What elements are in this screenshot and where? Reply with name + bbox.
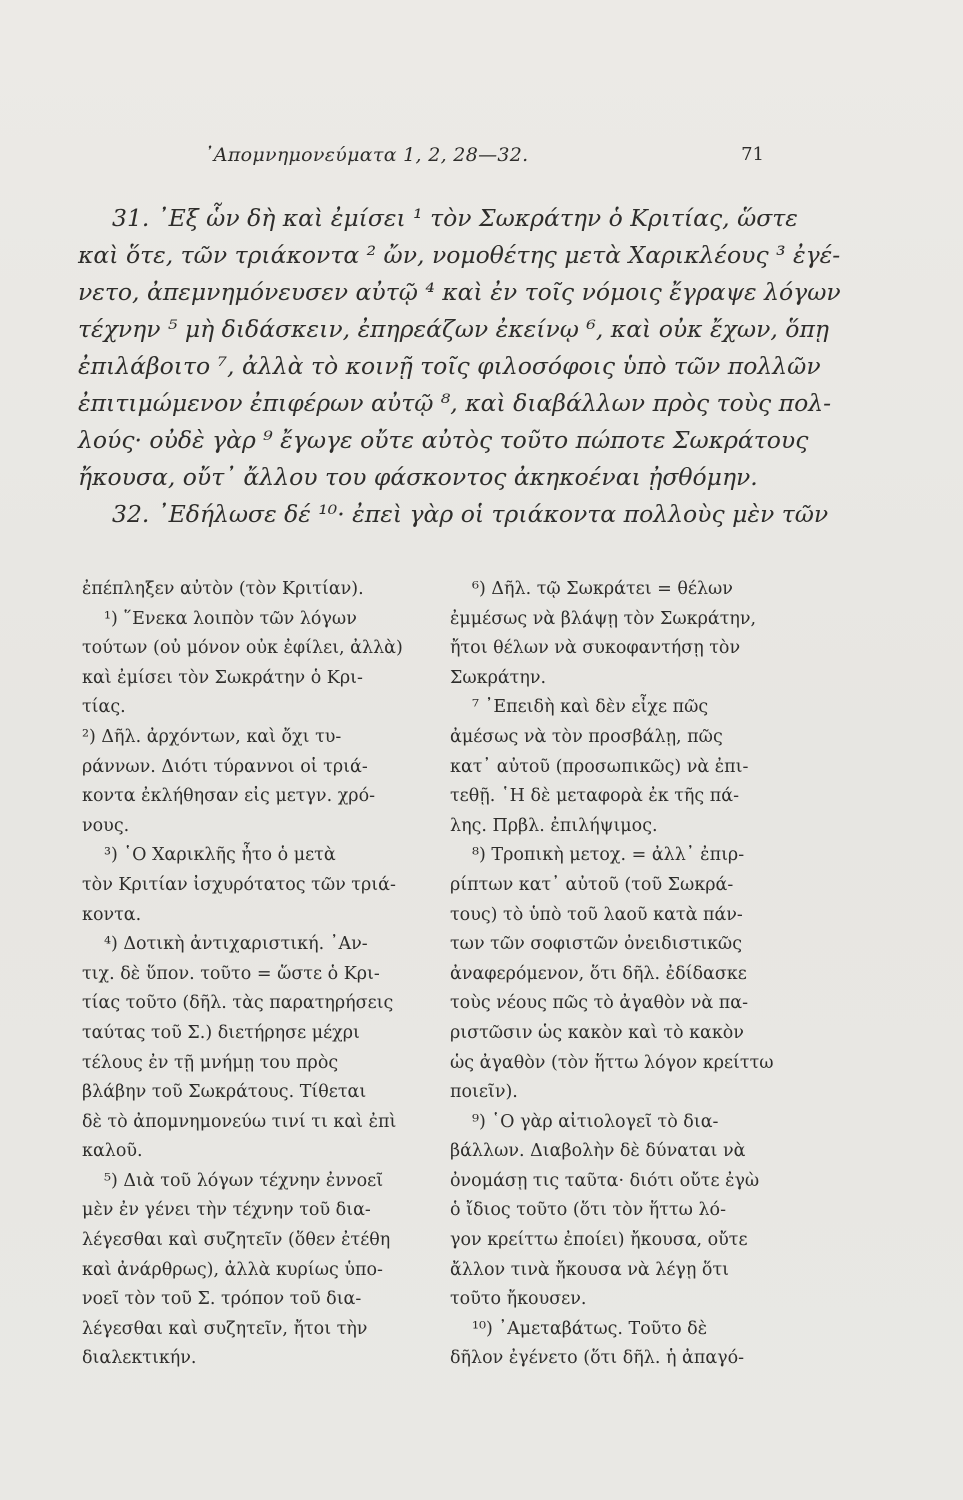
note-line: ἐμμέσως νὰ βλάψῃ τὸν Σωκράτην, [450,608,757,629]
note-line: ἀμέσως νὰ τὸν προσβάλῃ, πῶς [450,726,723,747]
note-line: τοὺς νέους πῶς τὸ ἀγαθὸν νὰ πα- [450,993,748,1014]
text-line: ἐπιλάβοιτο ⁷, ἀλλὰ τὸ κοινῇ τοῖς φιλοσόφοις ὑπὸ τῶν πολλῶν [78,352,821,380]
paragraph-32 [78,496,829,533]
note-line: ὁ ἴδιος τοῦτο (ὅτι τὸν ἥττω λό- [450,1200,727,1221]
note-line: ⁵) Διὰ τοῦ λόγων τέχνην ἐννοεῖ [104,1170,384,1191]
note-line: ταύτας τοῦ Σ.) διετήρησε μέχρι [82,1022,360,1043]
footnotes-left-column [82,575,403,1374]
main-greek-text [78,200,841,533]
note-line: καὶ ἀνάρθρως), ἀλλὰ κυρίως ὑπο- [82,1259,383,1280]
text-line: 31. ᾿Εξ ὧν δὴ καὶ ἐμίσει ¹ τὸν Σωκράτην ὁ Κριτίας, ὥστε [112,204,798,232]
footnotes-right-column [450,575,774,1374]
note-line: τεθῇ. ῾Η δὲ μεταφορὰ ἐκ τῆς πά- [450,786,740,807]
text-line: ἤκουσα, οὔτ᾿ ἄλλου του φάσκοντος ἀκηκοέναι ᾐσθόμην. [78,463,758,491]
note-line: ⁴) Δοτικὴ ἀντιχαριστική. ᾿Αν- [104,934,368,955]
note-line: καὶ ἐμίσει τὸν Σωκράτην ὁ Κρι- [82,667,363,688]
note-line: τούτων (οὐ μόνον οὐκ ἐφίλει, ἀλλὰ) [82,638,403,659]
note-line: ⁶) Δῆλ. τῷ Σωκράτει = θέλων [472,579,733,599]
running-title: ᾿Απομνημονεύματα 1, 2, 28—32. [204,144,529,166]
note-line: ποιεῖν). [450,1082,518,1103]
note-line: ¹) ῞Ενεκα λοιπὸν τῶν λόγων [104,608,357,629]
note-line: λέγεσθαι καὶ συζητεῖν (ὅθεν ἐτέθη [82,1230,391,1251]
note-line: κατ᾿ αὐτοῦ (προσωπικῶς) νὰ ἐπι- [450,756,749,777]
note-line: ἀναφερόμενον, ὅτι δῆλ. ἐδίδασκε [450,963,747,984]
note-line: ¹⁰) ᾿Αμεταβάτως. Τοῦτο δὲ [472,1318,708,1339]
note-line: νους. [82,815,130,836]
note-line: τίας τοῦτο (δῆλ. τὰς παρατηρήσεις [82,993,394,1014]
text-line: 32. ᾿Εδήλωσε δέ ¹⁰· ἐπεὶ γὰρ οἱ τριάκοντα πολλοὺς μὲν τῶν [112,500,829,528]
note-line: ⁷ ᾿Επειδὴ καὶ δὲν εἶχε πῶς [472,697,709,718]
note-line: λης. Πρβλ. ἐπιλήψιμος. [450,815,658,836]
text-line: λούς· οὐδὲ γὰρ ⁹ ἔγωγε οὔτε αὐτὸς τοῦτο πώποτε Σωκράτους [78,426,809,454]
note-line: μὲν ἐν γένει τὴν τέχνην τοῦ δια- [82,1200,371,1221]
note-line: Σωκράτην. [450,667,547,688]
text-line: νετο, ἀπεμνημόνευσεν αὐτῷ ⁴ καὶ ἐν τοῖς νόμοις ἔγραψε λόγων [78,278,841,306]
note-line: κοντα. [82,904,142,925]
note-line: τιχ. δὲ ὕπον. τοῦτο = ὥστε ὁ Κρι- [82,963,380,984]
note-line: ³) ῾Ο Χαρικλῆς ἦτο ὁ μετὰ [104,845,336,866]
note-line: βάλλων. Διαβολὴν δὲ δύναται νὰ [450,1141,746,1162]
note-line: γον κρείττω ἐποίει) ἤκουσα, οὔτε [450,1230,748,1251]
note-line: τοῦτο ἤκουσεν. [450,1289,587,1310]
paragraph-31-continued [78,237,841,496]
text-line: καὶ ὅτε, τῶν τριάκοντα ² ὤν, νομοθέτης μετὰ Χαρικλέους ³ ἐγέ- [78,241,841,269]
note-line: των τῶν σοφιστῶν ὀνειδιστικῶς [450,934,742,955]
note-line: ὀνομάσῃ τις ταῦτα· διότι οὔτε ἐγὼ [450,1170,760,1191]
note-line: ²) Δῆλ. ἀρχόντων, καὶ ὄχι τυ- [82,726,342,747]
note-line: κοντα ἐκλήθησαν εἰς μετγν. χρό- [82,786,376,807]
running-header [204,144,764,174]
note-line: ⁹) ῾Ο γὰρ αἰτιολογεῖ τὸ δια- [472,1111,719,1132]
text-line: ἐπιτιμώμενον ἐπιφέρων αὐτῷ ⁸, καὶ διαβάλλων πρὸς τοὺς πολ- [78,389,832,417]
note-line: τους) τὸ ὑπὸ τοῦ λαοῦ κατὰ πάν- [450,904,743,925]
note-line: ἤτοι θέλων νὰ συκοφαντήσῃ τὸν [450,638,741,659]
text-line: τέχνην ⁵ μὴ διδάσκειν, ἐπηρεάζων ἐκείνῳ ⁶, καὶ οὐκ ἔχων, ὅπῃ [78,315,829,343]
note-line: ρίπτων κατ᾿ αὐτοῦ (τοῦ Σωκρά- [450,874,734,895]
note-line: δὲ τὸ ἀπομνημονεύω τινί τι καὶ ἐπὶ [82,1111,397,1132]
note-line: ριστῶσιν ὡς κακὸν καὶ τὸ κακὸν [450,1022,744,1043]
note-line: ἄλλον τινὰ ἤκουσα νὰ λέγῃ ὅτι [450,1259,729,1280]
note-line: καλοῦ. [82,1141,143,1162]
note-line: ὡς ἀγαθὸν (τὸν ἥττω λόγον κρείττω [450,1052,774,1073]
note-line: ράννων. Διότι τύραννοι οἱ τριά- [82,756,368,777]
note-line: διαλεκτικήν. [82,1348,197,1369]
paragraph-31 [78,200,798,237]
note-line: βλάβην τοῦ Σωκράτους. Τίθεται [82,1082,367,1103]
note-line: τέλους ἐν τῇ μνήμῃ του πρὸς [82,1052,339,1073]
note-line: τὸν Κριτίαν ἰσχυρότατος τῶν τριά- [82,874,396,895]
note-line: λέγεσθαι καὶ συζητεῖν, ἤτοι τὴν [82,1318,368,1339]
page-number: 71 [741,144,764,165]
note-line: ἐπέπληξεν αὐτὸν (τὸν Κριτίαν). [82,579,364,599]
note-line: τίας. [82,697,126,718]
note-line: δῆλον ἐγένετο (ὅτι δῆλ. ἡ ἀπαγό- [450,1348,745,1369]
note-line: ⁸) Τροπικὴ μετοχ. = ἀλλ᾿ ἐπιρ- [472,845,745,866]
note-line: νοεῖ τὸν τοῦ Σ. τρόπον τοῦ δια- [82,1289,362,1310]
